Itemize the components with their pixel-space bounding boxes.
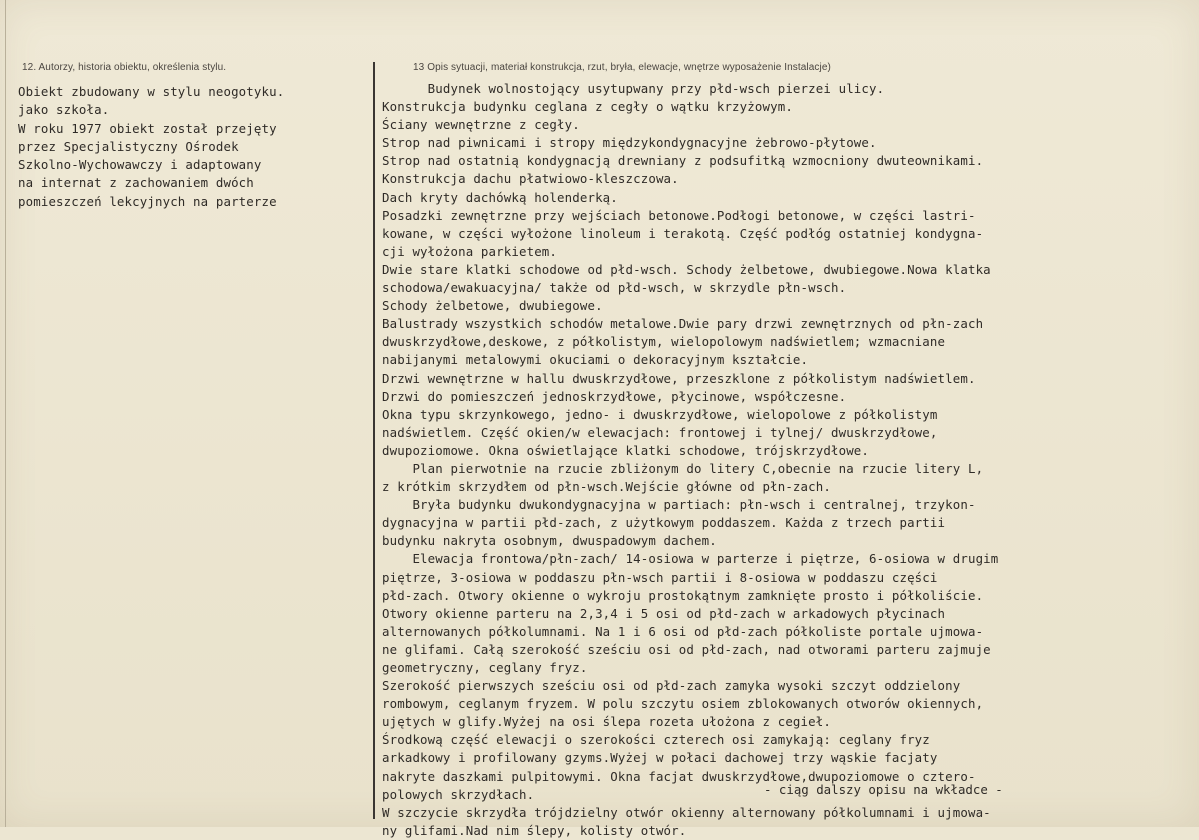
text-line: piętrze, 3-osiowa w poddaszu płn-wsch partii i 8-osiowa w poddaszu części (382, 569, 938, 585)
text-line: Strop nad piwnicami i stropy międzykondygnacyjne żebrowo-płytowe. (382, 135, 877, 151)
text-line: ne glifami. Całą szerokość sześciu osi od płd-zach, nad otworami parteru zajmuje (382, 641, 991, 657)
section-12-text (18, 83, 284, 211)
text-line: ujętych w glify.Wyżej na osi ślepa rozeta ułożona z cegieł. (382, 714, 831, 730)
continuation-note: - ciąg dalszy opisu na wkładce - (764, 782, 1003, 797)
text-line: cji wyłożona parkietem. (382, 243, 558, 259)
text-line: Drzwi wewnętrzne w hallu dwuskrzydłowe, przeszklone z półkolistym nadświetlem. (382, 370, 976, 386)
text-line: arkadkowy i profilowany gzyms.Wyżej w połaci dachowej trzy wąskie facjaty (382, 750, 938, 766)
text-line: Elewacja frontowa/płn-zach/ 14-osiowa w parterze i piętrze, 6-osiowa w drugim (382, 551, 999, 567)
text-line: Konstrukcja dachu płatwiowo-kleszczowa. (382, 171, 679, 187)
text-line: ny glifami.Nad nim ślepy, kolisty otwór. (382, 822, 687, 838)
text-line: Bryła budynku dwukondygnacyjna w partiach: płn-wsch i centralnej, trzykon- (382, 497, 976, 513)
text-line: polowych skrzydłach. (382, 786, 535, 802)
text-line: nakryte daszkami pulpitowymi. Okna facjat dwuskrzydłowe,dwupoziomowe o cztero- (382, 768, 976, 784)
column-divider (373, 62, 375, 819)
text-line: Schody żelbetowe, dwubiegowe. (382, 298, 603, 314)
text-line: alternowanych półkolumnami. Na 1 i 6 osi od płd-zach półkoliste portale ujmowa- (382, 623, 984, 639)
text-line: na internat z zachowaniem dwóch (18, 175, 254, 191)
text-line: Szerokość pierwszych sześciu osi od płd-zach zamyka wysoki szczyt oddzielony (382, 678, 961, 694)
text-line: Dach kryty dachówką holenderką. (382, 189, 618, 205)
text-line: z krótkim skrzydłem od płn-wsch.Wejście główne od płn-zach. (382, 479, 831, 495)
text-line: Dwie stare klatki schodowe od płd-wsch. Schody żelbetowe, dwubiegowe.Nowa klatka (382, 261, 991, 277)
section-13-text (382, 80, 998, 840)
text-line: rombowym, ceglanym fryzem. W polu szczytu osiem zblokowanych otworów okiennych, (382, 696, 984, 712)
text-line: Posadzki zewnętrzne przy wejściach betonowe.Podłogi betonowe, w części lastri- (382, 207, 976, 223)
text-line: W roku 1977 obiekt został przejęty (18, 120, 277, 136)
text-line: Strop nad ostatnią kondygnacją drewniany z podsufitką wzmocniony dwuteownikami. (382, 153, 984, 169)
text-line: nabijanymi metalowymi okuciami o dekoracyjnym kształcie. (382, 352, 809, 368)
text-line: Budynek wolnostojący usytupwany przy płd-wsch pierzei ulicy. (382, 81, 885, 96)
text-line: Drzwi do pomieszczeń jednoskrzydłowe, płycinowe, współczesne. (382, 388, 847, 404)
text-line: W szczycie skrzydła trójdzielny otwór okienny alternowany półkolumnami i ujmowa- (382, 804, 991, 820)
text-line: geometryczny, ceglany fryz. (382, 660, 588, 675)
text-line: dygnacyjna w partii płd-zach, z użytkowym poddaszem. Każda z trzech partii (382, 515, 946, 531)
text-line: kowane, w części wyłożone linoleum i terakotą. Część podłóg ostatniej kondygna- (382, 225, 984, 241)
section-13-header: 13 Opis sytuacji, materiał konstrukcja, rzut, bryła, elewacje, wnętrze wyposażenie Instalacje) (413, 62, 831, 73)
text-line: pomieszczeń lekcyjnych na parterze (18, 193, 277, 209)
text-line: dwupoziomowe. Okna oświetlające klatki schodowe, trójskrzydłowe. (382, 442, 870, 458)
text-line: Balustrady wszystkich schodów metalowe.Dwie pary drzwi zewnętrznych od płn-zach (382, 316, 984, 332)
text-line: schodowa/ewakuacyjna/ także od płd-wsch, w skrzydle płn-wsch. (382, 280, 847, 296)
sheet-edge (5, 0, 6, 827)
text-line: Okna typu skrzynkowego, jedno- i dwuskrzydłowe, wielopolowe z półkolistym (382, 406, 938, 422)
text-line: Obiekt zbudowany w stylu neogotyku. (18, 84, 285, 99)
text-line: Środkową część elewacji o szerokości czterech osi zamykają: ceglany fryz (382, 732, 930, 748)
text-line: nadświetlem. Część okien/w elewacjach: frontowej i tylnej/ dwuskrzydłowe, (382, 424, 938, 440)
text-line: przez Specjalistyczny Ośrodek (18, 138, 239, 154)
section-12-header: 12. Autorzy, historia obiektu, określenia stylu. (22, 62, 227, 73)
text-line: Plan pierwotnie na rzucie zbliżonym do litery C,obecnie na rzucie litery L, (382, 460, 984, 476)
text-line: Konstrukcja budynku ceglana z cegły o wątku krzyżowym. (382, 99, 793, 115)
text-line: Ściany wewnętrzne z cegły. (382, 117, 580, 133)
text-line: Otwory okienne parteru na 2,3,4 i 5 osi od płd-zach w arkadowych płycinach (382, 605, 946, 621)
text-line: Szkolno-Wychowawczy i adaptowany (18, 157, 262, 173)
text-line: budynku nakryta osobnym, dwuspadowym dachem. (382, 533, 717, 549)
text-line: płd-zach. Otwory okienne o wykroju prostokątnym zamknięte prosto i półkoliście. (382, 587, 984, 603)
text-line: jako szkoła. (18, 102, 110, 118)
text-line: dwuskrzydłowe,deskowe, z półkolistym, wielopolowym nadświetlem; wzmacniane (382, 334, 946, 350)
